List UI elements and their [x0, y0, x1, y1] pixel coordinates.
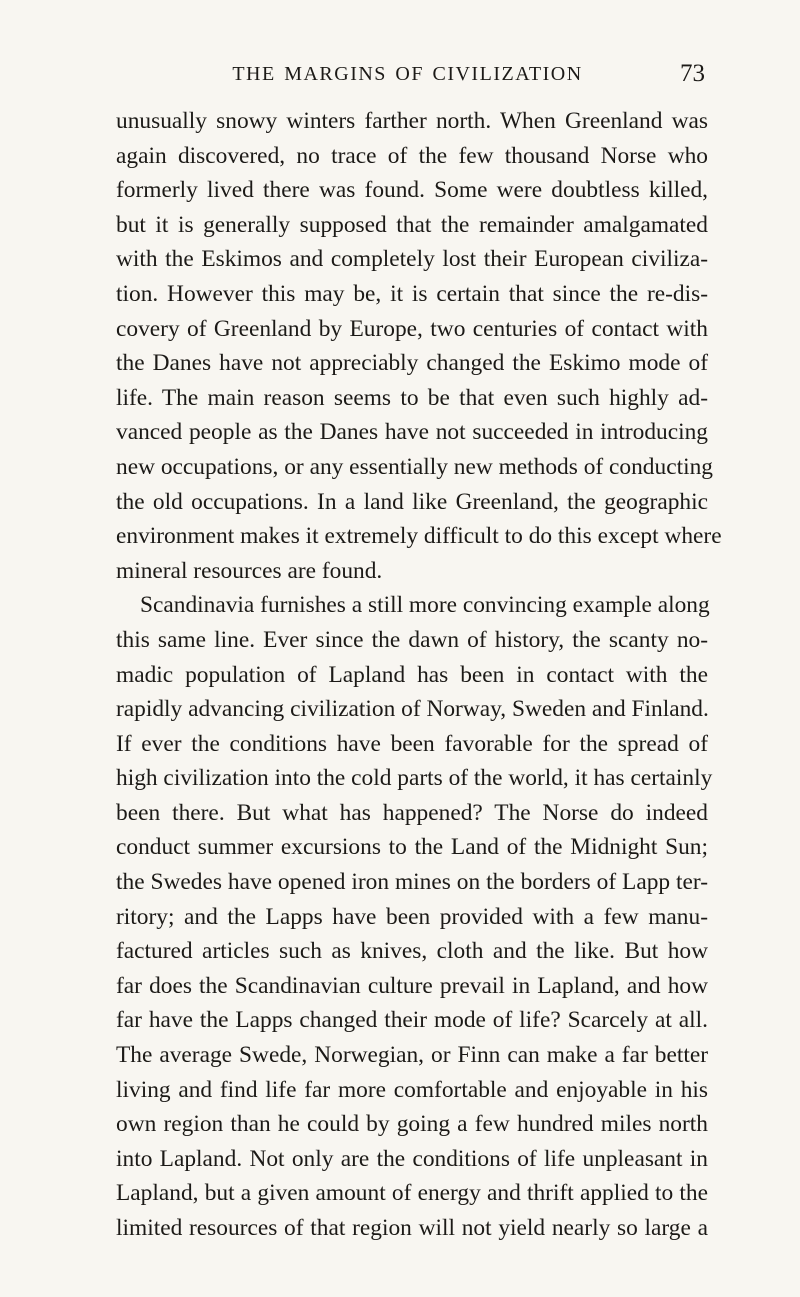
text-line: covery of Greenland by Europe, two centuries of contact with — [116, 315, 708, 342]
text-line: environment makes it extremely difficult to do this except where — [116, 523, 722, 550]
text-line: far does the Scandinavian culture prevail in Lapland, and how — [116, 972, 708, 999]
text-line: own region than he could by going a few hundred miles north — [116, 1111, 708, 1138]
text-line: conduct summer excursions to the Land of the Midnight Sun; — [116, 834, 708, 861]
text-line: limited resources of that region will not yield nearly so large a — [116, 1215, 708, 1241]
text-line: Scandinavia furnishes a still more convincing example along — [140, 592, 710, 619]
text-line: life. The main reason seems to be that even such highly ad- — [116, 384, 708, 411]
text-line: The average Swede, Norwegian, or Finn can make a far better — [116, 1042, 708, 1069]
text-line: the Swedes have opened iron mines on the borders of Lapp ter- — [116, 869, 708, 896]
text-line: ritory; and the Lapps have been provided with a few manu- — [116, 903, 708, 930]
body-text — [116, 104, 722, 1246]
text-line: with the Eskimos and completely lost their European civiliza- — [116, 246, 708, 273]
text-line: but it is generally supposed that the remainder amalgamated — [116, 211, 708, 238]
text-line: tion. However this may be, it is certain that since the re-dis- — [116, 280, 708, 307]
text-line: vanced people as the Danes have not succeeded in introducing — [116, 419, 708, 446]
text-line: into Lapland. Not only are the conditions of life unpleasant in — [116, 1145, 708, 1172]
running-title: THE MARGINS OF CIVILIZATION — [232, 63, 583, 85]
text-line: madic population of Lapland has been in contact with the — [116, 661, 708, 688]
text-line: If ever the conditions have been favorable for the spread of — [116, 730, 708, 757]
text-line: mineral resources are found. — [116, 557, 383, 584]
text-line: rapidly advancing civilization of Norway, Sweden and Finland. — [116, 696, 709, 723]
text-line: again discovered, no trace of the few thousand Norse who — [116, 142, 708, 169]
text-line: the Danes have not appreciably changed the Eskimo mode of — [116, 350, 708, 377]
page-number: 73 — [680, 60, 705, 87]
running-head — [110, 60, 705, 94]
text-line: this same line. Ever since the dawn of history, the scanty no- — [116, 626, 708, 653]
text-line: new occupations, or any essentially new methods of conducting — [116, 453, 713, 480]
text-line: formerly lived there was found. Some were doubtless killed, — [116, 177, 708, 204]
text-line: far have the Lapps changed their mode of life? Scarcely at all. — [116, 1007, 708, 1034]
text-line: Lapland, but a given amount of energy and thrift applied to the — [116, 1180, 708, 1207]
text-line: been there. But what has happened? The Norse do indeed — [116, 799, 708, 826]
text-line: factured articles such as knives, cloth and the like. But how — [116, 938, 708, 965]
text-line: the old occupations. In a land like Greenland, the geographic — [116, 488, 708, 515]
text-line: high civilization into the cold parts of the world, it has certainly — [116, 765, 713, 792]
text-line: living and find life far more comfortable and enjoyable in his — [116, 1076, 708, 1103]
text-line: unusually snowy winters farther north. When Greenland was — [116, 108, 708, 134]
